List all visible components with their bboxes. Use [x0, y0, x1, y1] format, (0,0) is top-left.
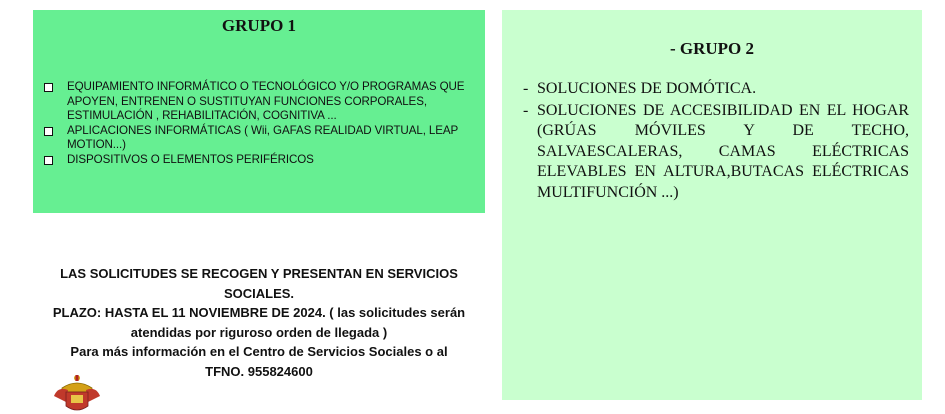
- list-item: [43, 153, 479, 168]
- list-item: [523, 101, 909, 204]
- list-item: [523, 79, 909, 100]
- grupo2-title: - GRUPO 2: [669, 39, 755, 58]
- checkbox-bullet-icon: [44, 156, 53, 165]
- info-block: [33, 264, 485, 381]
- municipal-coat-of-arms-icon: [48, 374, 106, 414]
- list-item: [43, 80, 479, 124]
- info-line-phone: TFNO. 955824600: [205, 363, 313, 379]
- grupo1-list: [43, 80, 479, 167]
- list-item-text: SOLUCIONES DE DOMÓTICA.: [537, 80, 757, 97]
- list-item-text: DISPOSITIVOS O ELEMENTOS PERIFÉRICOS: [67, 152, 314, 166]
- list-item: [43, 124, 479, 153]
- grupo1-title: GRUPO 1: [221, 16, 297, 35]
- list-item-text: SOLUCIONES DE ACCESIBILIDAD EN EL HOGAR (GRÚAS MÓVILES Y DE TECHO, SALVAESCALERAS, CAMAS ELÉCTRICAS ELEVABLES EN ALTURA,BUTACAS ELÉCTRICAS MULTIFUNCIÓN ...): [537, 101, 909, 201]
- dash-bullet: -: [523, 101, 529, 119]
- dash-bullet: -: [523, 80, 529, 97]
- info-line-more-info: Para más información en el Centro de Servicios Sociales o al: [70, 344, 448, 359]
- grupo2-panel: [502, 10, 922, 400]
- list-item-text: APLICACIONES INFORMÁTICAS ( Wii, GAFAS REALIDAD VIRTUAL, LEAP MOTION...): [67, 123, 458, 151]
- info-line-deadline: PLAZO: HASTA EL 11 NOVIEMBRE DE 2024. ( las solicitudes serán atendidas por riguroso orden de llegada ): [52, 305, 466, 340]
- info-line-submission: LAS SOLICITUDES SE RECOGEN Y PRESENTAN EN SERVICIOS SOCIALES.: [60, 266, 458, 301]
- checkbox-bullet-icon: [44, 127, 53, 136]
- list-item-text: EQUIPAMIENTO INFORMÁTICO O TECNOLÓGICO Y/O PROGRAMAS QUE APOYEN, ENTRENEN O SUSTITUYAN FUNCIONES CORPORALES, ESTIMULACIÓN , REHABILITACIÓN, COGNITIVA ...: [67, 80, 465, 122]
- grupo1-panel: [33, 10, 485, 213]
- grupo2-list: [523, 79, 909, 204]
- checkbox-bullet-icon: [44, 83, 53, 92]
